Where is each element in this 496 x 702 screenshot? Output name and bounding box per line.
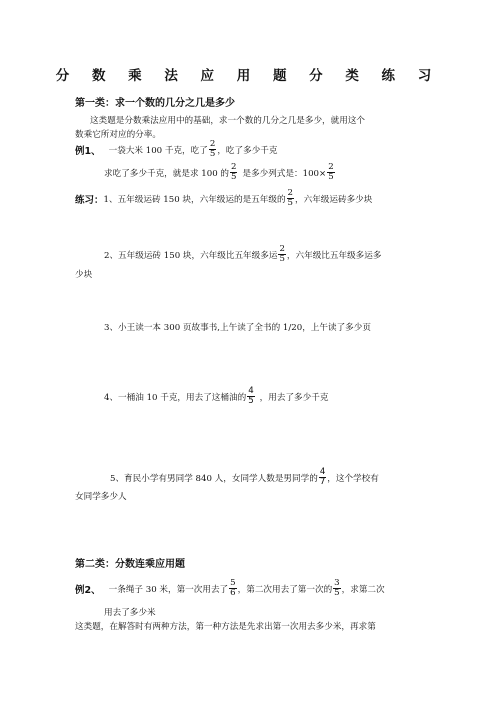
q2-fraction: $\frac{2}{5}$ [279, 244, 285, 264]
q5-fraction: $\frac{4}{7}$ [319, 467, 326, 487]
practice-label: 练习： [75, 194, 104, 206]
section1-heading: 第一类：求一个数的几分之几是多少 [75, 98, 235, 109]
example2-fraction2: $\frac{3}{5}$ [334, 578, 340, 598]
practice-q5: 5、育民小学有男同学 840 人，女同学人数是男同学的 $\frac{4}{7}$ ，这个学校有 [110, 467, 379, 487]
practice-q3: 3、小王读一本 300 页故事书,上午读了全书的 1/20，上午读了多少页 [104, 323, 371, 333]
practice-q2-continuation: 少块 [75, 270, 93, 280]
example1-text-b: ，吃了多少千克 [217, 145, 278, 156]
section2-heading: 第二类：分数连乘应用题 [75, 559, 185, 570]
practice-q4: 4、一桶油 10 千克，用去了这桶油的 $\frac{4}{5}$ ，用去了多少千克 [104, 386, 329, 406]
page-title: 分 数 乘 法 应 用 题 分 类 练 习 [55, 68, 441, 84]
section2-note: 这类题，在解答时有两种方法，第一种方法是先求出第一次用去多少米，再求第 [75, 622, 376, 632]
section1-intro-line1: 这类题是分数乘法应用中的基础，求一个数的几分之几是多少，就用这个 [90, 116, 366, 126]
example1-fraction: $\frac{2}{5}$ [209, 139, 216, 159]
practice-q5-continuation: 女同学多少人 [75, 492, 127, 502]
practice-q1: 练习： 1、五年级运砖 150 块，六年级运的是五年级的 $\frac{2}{5}$ ，六年级运砖多少块 [75, 188, 373, 208]
example2-fraction1: $\frac{5}{6}$ [230, 578, 236, 598]
example2: 例2、 一条绳子 30 米，第一次用去了 $\frac{5}{6}$ ，第二次用去了第一次的 $\frac{3}{5}$ ，求第二次 [75, 578, 385, 598]
practice-q2: 2、五年级运砖 150 块，六年级比五年级多运 $\frac{2}{5}$ ，六年级比五年级多运多 [104, 244, 382, 264]
section1-intro-line2: 数乘它所对应的分率。 [75, 130, 161, 140]
example1-text-a: 一袋大米 100 千克，吃了 [108, 145, 208, 156]
example2-continuation: 用去了多少米 [104, 608, 156, 618]
example1-label: 例1、 [75, 145, 101, 157]
example1-explain-fraction: $\frac{2}{5}$ [231, 162, 237, 182]
example2-label: 例2、 [75, 584, 101, 596]
example1 [75, 140, 277, 159]
q1-fraction: $\frac{2}{5}$ [287, 188, 294, 208]
q4-fraction: $\frac{4}{5}$ [248, 386, 254, 406]
example1-explain-fraction2: $\frac{2}{5}$ [328, 162, 334, 182]
example1-explanation: 求吃了多少千克，就是求 100 的 $\frac{2}{5}$ 是多少列式是：100× $\frac{2}{5}$ [104, 162, 334, 182]
